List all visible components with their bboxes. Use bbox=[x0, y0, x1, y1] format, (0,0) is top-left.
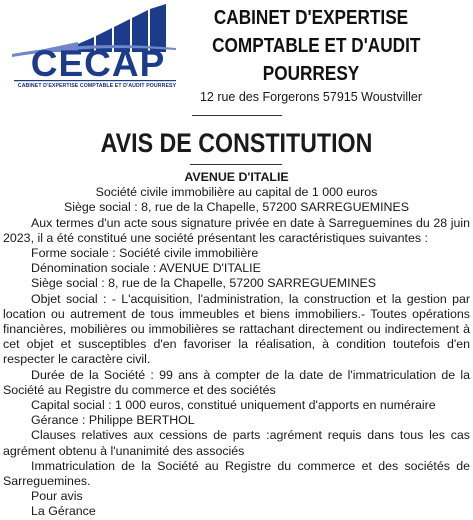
company-type-line: Société civile immobilière au capital de 1 000 euros bbox=[95, 185, 378, 200]
logo-wordmark: CECAP bbox=[30, 43, 166, 84]
paragraph-share-capital: Capital social : 1 000 euros, constitué uniquement d'apports en numéraire bbox=[31, 398, 436, 413]
paragraph-legal-form: Forme sociale : Société civile immobilière bbox=[31, 246, 259, 261]
logo-tagline: CABINET D'EXPERTISE COMPTABLE ET D'AUDIT POURRESY bbox=[17, 83, 177, 89]
firm-name bbox=[212, 4, 421, 88]
header-divider bbox=[192, 115, 282, 116]
paragraph-company-name: Dénomination sociale : AVENUE D'ITALIE bbox=[31, 261, 261, 276]
paragraph-share-transfer: Clauses relatives aux cessions de parts :agrément requis dans tous les cas agrément obtenu à l'unanimité des associés bbox=[3, 428, 470, 458]
closing-pour-avis: Pour avis bbox=[31, 489, 83, 504]
paragraph-registered-office: Siège social : 8, rue de la Chapelle, 57200 SARREGUEMINES bbox=[31, 276, 377, 291]
paragraph-management: Gérance : Philippe BERTHOL bbox=[31, 413, 195, 428]
closing-signatory: La Gérance bbox=[31, 504, 96, 519]
title-divider bbox=[190, 164, 282, 165]
notice-title: AVIS DE CONSTITUTION bbox=[100, 128, 373, 158]
paragraph-corporate-purpose: Objet social : - L'acquisition, l'administration, la construction et la gestion par location ou autrement de tous immeubles et biens immobiliers.- Toutes opérations financières, mobilières ou immobilières se rattachant directement ou indirectement à cet objet et susceptibles d'en favoriser la réalisation, à condition toutefois d'en respecter le caractère civil. bbox=[3, 291, 470, 367]
company-name: AVENUE D'ITALIE bbox=[184, 170, 289, 184]
notice-body bbox=[3, 170, 470, 520]
paragraph-registration: Immatriculation de la Société au Registre du commerce et des sociétés de Sarreguemines. bbox=[3, 458, 470, 489]
registered-office-line: Siège social : 8, rue de la Chapelle, 57200 SARREGUEMINES bbox=[63, 200, 410, 215]
firm-name-line-1: CABINET D'EXPERTISE bbox=[213, 7, 409, 29]
paragraph-duration: Durée de la Société : 99 ans à compter de la date de l'immatriculation de la Société au Registre du commerce et des sociétés bbox=[3, 367, 470, 397]
paragraph-deed: Aux termes d'un acte sous signature privée en date à Sarreguemines du 28 juin 2023, il a été constitué une société présentant les caractéristiques suivantes : bbox=[3, 215, 470, 245]
firm-name-line-2: COMPTABLE ET D'AUDIT bbox=[212, 35, 421, 57]
firm-address: 12 rue des Forgerons 57915 Woustviller bbox=[199, 90, 423, 104]
firm-name-line-3: POURRESY bbox=[262, 63, 360, 85]
cecap-logo bbox=[8, 4, 180, 96]
